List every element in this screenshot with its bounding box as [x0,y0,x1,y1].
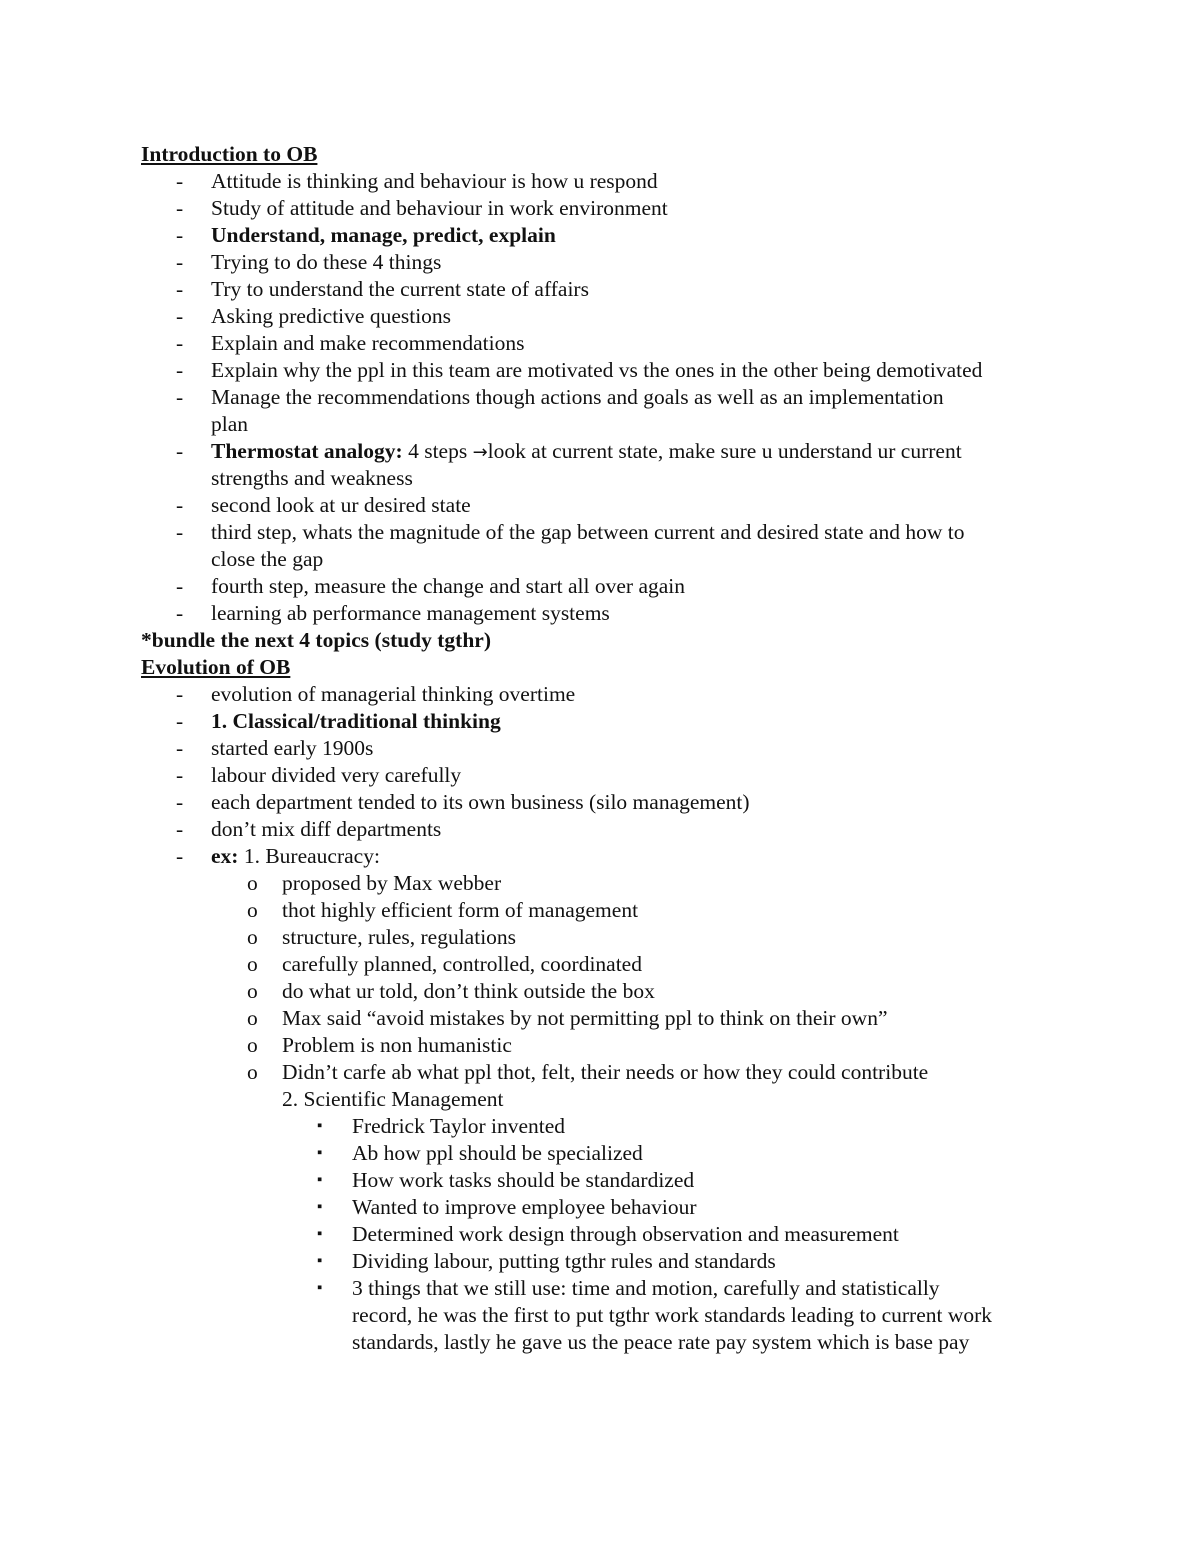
list-item: - Explain and make recommendations [176,331,525,355]
sub-list-item: o proposed by Max webber [247,871,502,895]
sub-heading-scientific: 2. Scientific Management [282,1087,504,1111]
list-item: - fourth step, measure the change and start all over again [176,574,686,598]
sub-list-item: o Problem is non humanistic [247,1033,512,1057]
sub-sub-list-item: ▪ How work tasks should be standardized [317,1168,695,1192]
list-item-continuation: strengths and weakness [211,466,413,490]
list-item: - evolution of managerial thinking overtime [176,682,576,706]
sub-sub-list-item-continuation: record, he was the first to put tgthr work standards leading to current work [352,1303,993,1327]
list-item: - third step, whats the magnitude of the gap between current and desired state and how to [176,520,965,544]
list-item: - Explain why the ppl in this team are motivated vs the ones in the other being demotivated [176,358,983,382]
list-item: - labour divided very carefully [176,763,462,787]
sub-sub-list-item: ▪ Dividing labour, putting tgthr rules and standards [317,1249,776,1273]
list-item: - don’t mix diff departments [176,817,442,841]
list-item: - Study of attitude and behaviour in work environment [176,196,668,220]
document-content [0,141,1200,1356]
list-item-continuation: plan [211,412,249,436]
sub-sub-list-item: ▪ Fredrick Taylor invented [317,1114,566,1138]
list-item: - Asking predictive questions [176,304,452,328]
sub-list-item: o structure, rules, regulations [247,925,517,949]
list-item: - Thermostat analogy: 4 steps →look at current state, make sure u understand ur current [176,439,962,463]
list-item: - Understand, manage, predict, explain [176,223,556,247]
sub-list-item: o thot highly efficient form of management [247,898,639,922]
sub-sub-list-item: ▪ 3 things that we still use: time and motion, carefully and statistically [317,1276,940,1300]
list-item: - Try to understand the current state of affairs [176,277,589,301]
right-arrow-icon: → [472,442,488,463]
section-heading-intro: Introduction to OB [141,142,318,166]
study-note: *bundle the next 4 topics (study tgthr) [141,628,491,652]
list-item: - Attitude is thinking and behaviour is how u respond [176,169,658,193]
sub-sub-list-item-continuation: standards, lastly he gave us the peace rate pay system which is base pay [352,1330,970,1354]
sub-sub-list-item: ▪ Wanted to improve employee behaviour [317,1195,697,1219]
section-heading-evolution: Evolution of OB [141,655,291,679]
list-item: - learning ab performance management systems [176,601,610,625]
sub-list-item: o Didn’t carfe ab what ppl thot, felt, their needs or how they could contribute [247,1060,929,1084]
sub-sub-list-item: ▪ Ab how ppl should be specialized [317,1141,643,1165]
sub-sub-list-item: ▪ Determined work design through observation and measurement [317,1222,899,1246]
list-item: - 1. Classical/traditional thinking [176,709,501,733]
sub-list-item: o carefully planned, controlled, coordinated [247,952,642,976]
sub-list-item: o Max said “avoid mistakes by not permitting ppl to think on their own” [247,1006,888,1030]
list-item: - each department tended to its own business (silo management) [176,790,750,814]
list-item: - ex: 1. Bureaucracy: [176,844,380,868]
list-item-continuation: close the gap [211,547,324,571]
list-item: - started early 1900s [176,736,374,760]
sub-list-item: o do what ur told, don’t think outside the box [247,979,655,1003]
list-item: - second look at ur desired state [176,493,471,517]
list-item: - Trying to do these 4 things [176,250,442,274]
list-item: - Manage the recommendations though actions and goals as well as an implementation [176,385,944,409]
